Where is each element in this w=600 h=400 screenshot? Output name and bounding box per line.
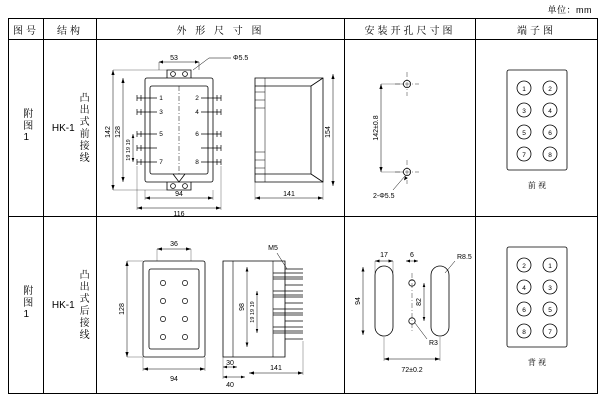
term-num-8: 8	[548, 152, 552, 159]
dim-98-label: 98	[239, 303, 246, 311]
dim-94-label-1: 94	[175, 191, 183, 198]
term-num-5: 5	[522, 130, 526, 137]
dim-128-label-2: 128	[119, 303, 126, 315]
term-num-3: 3	[522, 108, 526, 115]
term-num-b1: 2	[522, 263, 526, 270]
dim-82-label: 82	[416, 298, 423, 306]
term-num-b6: 5	[548, 307, 552, 314]
terminal-num-8: 8	[195, 159, 199, 166]
cell-fig-no-2	[9, 217, 44, 394]
terminal-num-3: 3	[159, 109, 163, 116]
term-num-2: 2	[548, 86, 552, 93]
structure-label-1: 凸出式前接线	[77, 92, 89, 164]
term-num-b4: 3	[548, 285, 552, 292]
dim-116-label-1: 116	[173, 211, 185, 216]
header-fig-no: 图号	[9, 19, 44, 40]
dim-40-label: 40	[226, 382, 234, 389]
dim-128-label-1: 128	[115, 126, 122, 138]
fig-no-label-2: 附图1	[20, 285, 32, 322]
terminal-num-5: 5	[159, 131, 163, 138]
terminal-num-4: 4	[195, 109, 199, 116]
unit-note: 单位：mm	[547, 5, 592, 15]
dim-94-label-2: 94	[170, 376, 178, 383]
hole-note-label: 2-Φ5.5	[373, 193, 395, 200]
term-num-6: 6	[548, 130, 552, 137]
dim-72-label: 72±0.2	[401, 367, 423, 374]
fig-no-label-1: 附图1	[20, 108, 32, 145]
dim-142-label-1: 142	[105, 126, 112, 138]
cell-structure-2	[44, 217, 97, 394]
outline-drawing-2	[97, 217, 344, 393]
term-num-b2: 1	[548, 263, 552, 270]
dim-142-tol-label: 142±0.8	[373, 115, 380, 141]
dim-30-label: 30	[226, 360, 234, 367]
model-label-2: HK-1	[51, 299, 75, 311]
dim-36-label: 36	[170, 241, 178, 248]
cell-outline-2	[97, 217, 345, 394]
structure-label-2: 凸出式后接线	[77, 269, 89, 341]
dim-17-label: 17	[380, 252, 388, 259]
dim-53-label-1: 53	[170, 55, 178, 62]
header-mounting: 安装开孔尺寸图	[345, 19, 476, 40]
terminal-num-2: 2	[195, 95, 199, 102]
model-label-1: HK-1	[51, 122, 75, 134]
dim-141-label-1: 141	[283, 191, 295, 198]
terminal-num-7: 7	[159, 159, 163, 166]
terminal-diagram-2	[476, 217, 597, 393]
terminal-num-1: 1	[159, 95, 163, 102]
terminal-view-label-2: 背 视	[527, 358, 547, 367]
dim-hole-label-1: Φ5.5	[233, 55, 249, 62]
header-outline: 外 形 尺 寸 图	[97, 19, 345, 40]
outline-drawing-1	[97, 40, 344, 216]
term-num-1: 1	[522, 86, 526, 93]
term-num-4: 4	[548, 108, 552, 115]
term-num-b8: 7	[548, 329, 552, 336]
term-num-b5: 6	[522, 307, 526, 314]
mounting-drawing-1	[345, 40, 475, 216]
cell-terminal-2	[476, 217, 598, 394]
term-num-7: 7	[522, 152, 526, 159]
terminal-view-label-1: 前 视	[527, 181, 547, 190]
dim-R85-label: R8.5	[457, 254, 472, 261]
header-terminal: 端子图	[476, 19, 598, 40]
terminal-num-6: 6	[195, 131, 199, 138]
mounting-drawing-2	[345, 217, 475, 393]
header-structure: 结构	[44, 19, 97, 40]
cell-mounting-1	[345, 40, 476, 217]
dim-M5-label: M5	[268, 245, 278, 252]
dimension-table	[8, 18, 598, 394]
cell-outline-1	[97, 40, 345, 217]
terminal-diagram-1	[476, 40, 597, 216]
term-num-b7: 8	[522, 329, 526, 336]
cell-mounting-2	[345, 217, 476, 394]
dim-inner-label-2: 19 19 19	[250, 301, 256, 323]
dim-141-label-2: 141	[270, 365, 282, 372]
dim-94-label-3: 94	[355, 297, 362, 305]
term-num-b3: 4	[522, 285, 526, 292]
table-header-row	[9, 19, 598, 40]
dim-inner-label-1: 19 19 19	[126, 139, 132, 161]
table-row	[9, 40, 598, 217]
table-row	[9, 217, 598, 394]
cell-terminal-1	[476, 40, 598, 217]
cell-structure-1	[44, 40, 97, 217]
dim-6-label: 6	[410, 252, 414, 259]
dim-154-label-1: 154	[325, 126, 332, 138]
cell-fig-no-1	[9, 40, 44, 217]
dim-R3-label: R3	[429, 340, 438, 347]
